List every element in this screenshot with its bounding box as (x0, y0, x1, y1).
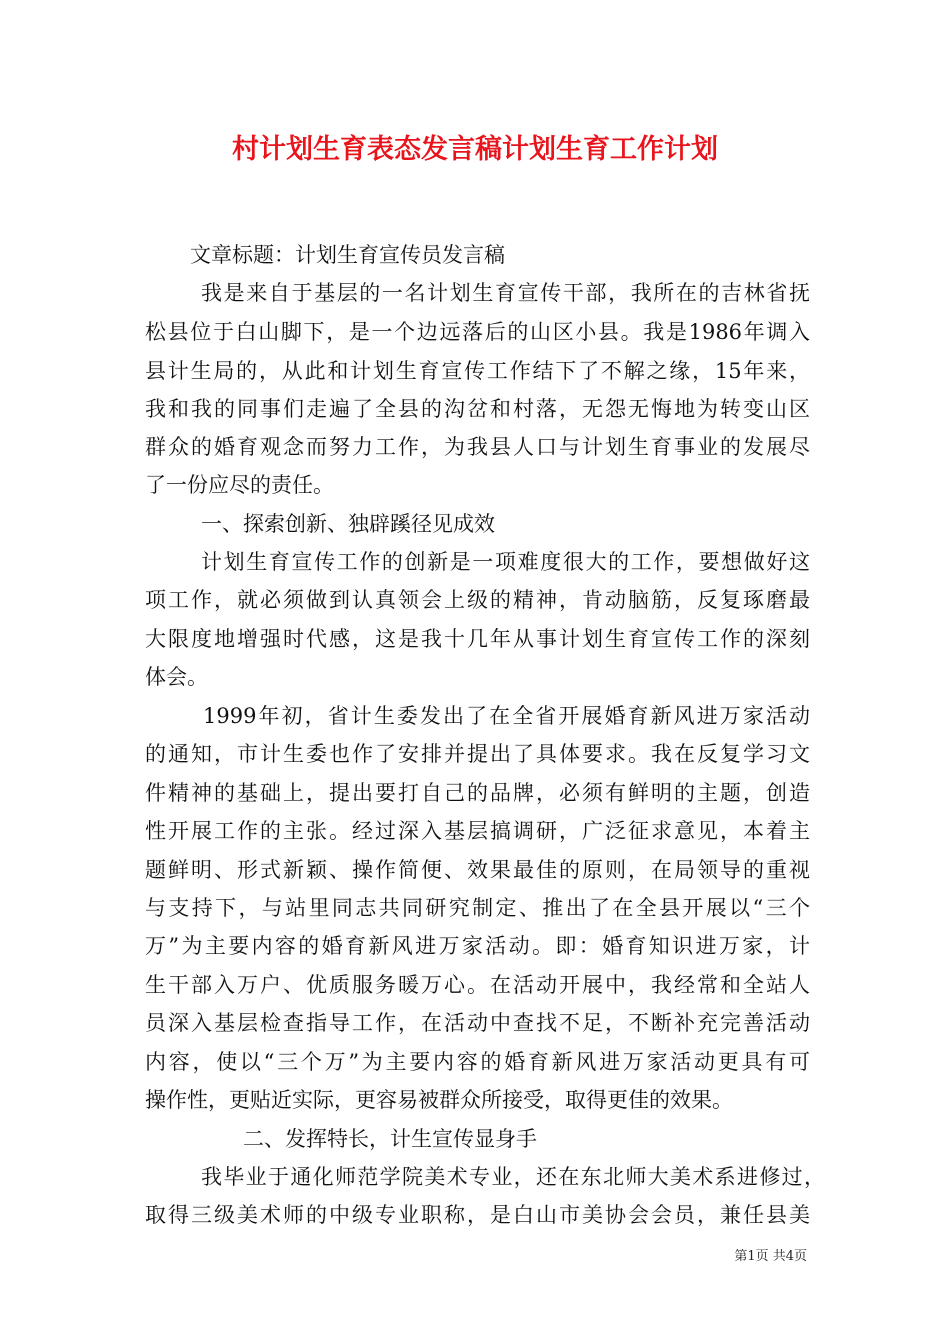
text-line: 的通知，市计生委也作了安排并提出了具体要求。我在反复学习文 (145, 742, 810, 766)
text-line: 取得三级美术师的中级专业职称，是白山市美协会会员，兼任县美 (145, 1203, 810, 1227)
text-line: 松县位于白山脚下，是一个边远落后的山区小县。我是1986年调入 (145, 320, 810, 344)
text-line: 与支持下，与站里同志共同研究制定、推出了在全县开展以“三个 (145, 896, 810, 920)
text-line: 生干部入万户、优质服务暖万心。在活动开展中，我经常和全站人 (145, 973, 810, 997)
section-heading-2: 二、发挥特长，计生宣传显身手 (243, 1127, 537, 1151)
text-line: 性开展工作的主张。经过深入基层搞调研，广泛征求意见，本着主 (145, 819, 810, 843)
text-line: 项工作，就必须做到认真领会上级的精神，肯动脑筋，反复琢磨最 (145, 588, 810, 612)
document-title: 村计划生育表态发言稿计划生育工作计划 (232, 134, 718, 165)
text-line-article-title: 文章标题：计划生育宣传员发言稿 (190, 243, 505, 267)
page-number: 第1页 共4页 (734, 1249, 807, 1264)
text-line: 我是来自于基层的一名计划生育宣传干部，我所在的吉林省抚 (201, 281, 810, 305)
section-heading-1: 一、探索创新、独辟蹊径见成效 (201, 512, 495, 536)
text-line: 操作性，更贴近实际，更容易被群众所接受，取得更佳的效果。 (145, 1088, 733, 1112)
text-line: 内容，使以“三个万”为主要内容的婚育新风进万家活动更具有可 (145, 1050, 810, 1074)
text-line: 题鲜明、形式新颖、操作简便、效果最佳的原则，在局领导的重视 (145, 858, 810, 882)
text-line: 件精神的基础上，提出要打自己的品牌，必须有鲜明的主题，创造 (145, 781, 810, 805)
text-line: 我毕业于通化师范学院美术专业，还在东北师大美术系进修过， (201, 1165, 825, 1189)
text-line: 大限度地增强时代感，这是我十几年从事计划生育宣传工作的深刻 (145, 627, 810, 651)
text-line: 1999年初，省计生委发出了在全省开展婚育新风进万家活动 (203, 704, 810, 728)
text-line: 计划生育宣传工作的创新是一项难度很大的工作，要想做好这 (201, 550, 810, 574)
text-line: 我和我的同事们走遍了全县的沟岔和村落，无怨无悔地为转变山区 (145, 397, 810, 421)
text-line: 体会。 (145, 665, 208, 689)
text-line: 群众的婚育观念而努力工作，为我县人口与计划生育事业的发展尽 (145, 435, 810, 459)
text-line: 万”为主要内容的婚育新风进万家活动。即：婚育知识进万家，计 (145, 934, 810, 958)
text-line: 了一份应尽的责任。 (145, 473, 334, 497)
text-line: 县计生局的，从此和计划生育宣传工作结下了不解之缘，15年来， (145, 359, 810, 383)
text-line: 员深入基层检查指导工作，在活动中查找不足，不断补充完善活动 (145, 1011, 810, 1035)
